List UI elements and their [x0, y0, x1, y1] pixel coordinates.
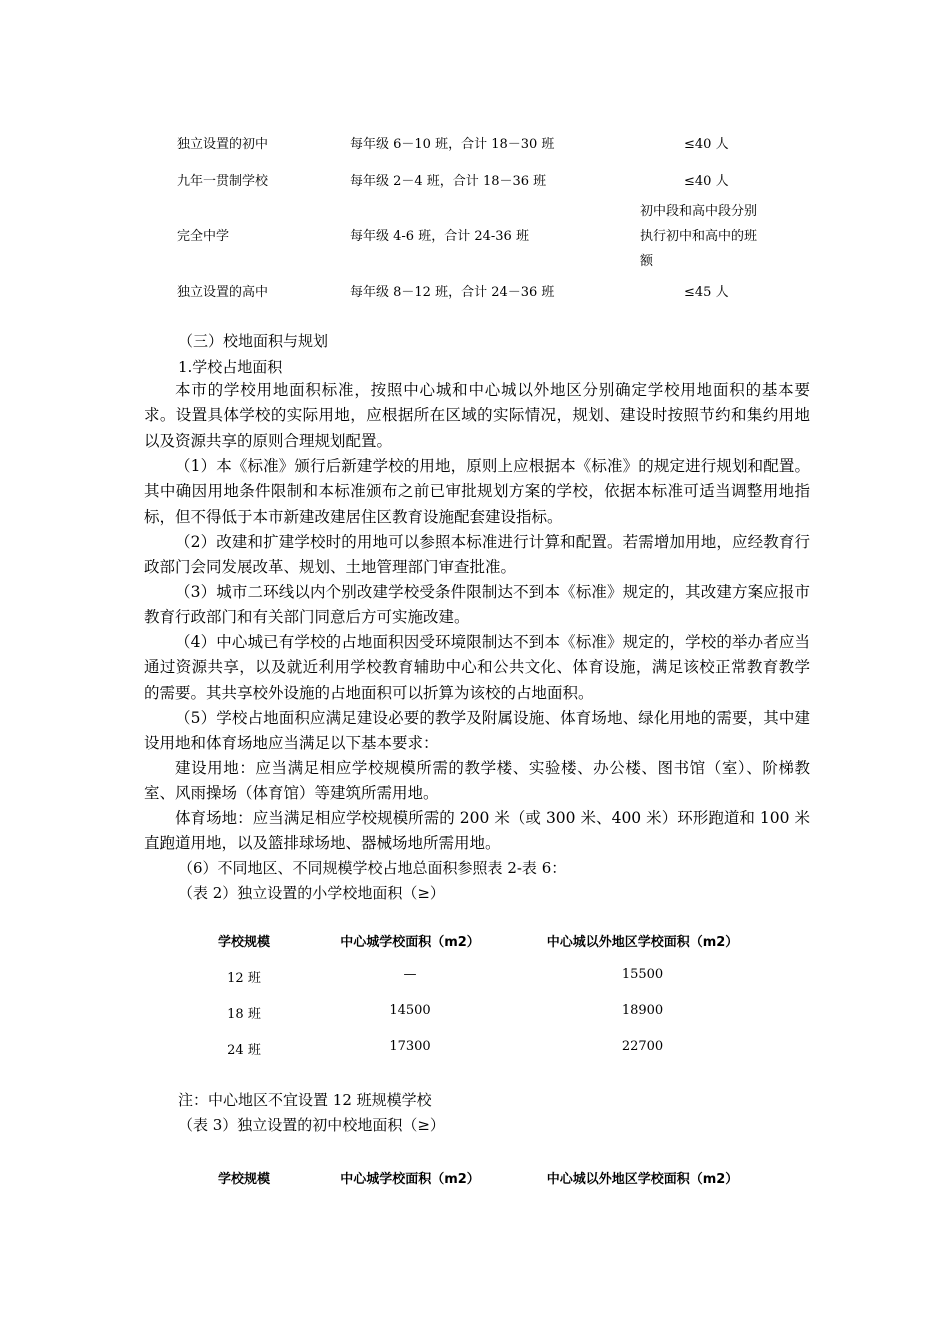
table-cell: 18900	[621, 1003, 664, 1018]
table-cell: ≤40 人	[684, 174, 729, 189]
table-cell: 每年级 4-6 班，合计 24-36 班	[350, 229, 529, 244]
table-cell: 17300	[389, 1039, 431, 1054]
table-cell: 每年级 6－10 班，合计 18－30 班	[350, 137, 555, 152]
table-caption: （表 3）独立设置的初中校地面积（≥）	[178, 1116, 445, 1134]
table-cell: 15500	[621, 967, 664, 982]
table-cell: 九年一贯制学校	[177, 174, 269, 189]
table-cell: 执行初中和高中的班	[640, 229, 758, 244]
table-caption: （表 2）独立设置的小学校地面积（≥）	[178, 884, 445, 902]
table-cell: 初中段和高中段分别	[640, 204, 758, 219]
table-header: 中心城学校面积（m2）	[340, 1172, 480, 1187]
paragraph: （4）中心城已有学校的占地面积因受环境限制达不到本《标准》规定的，学校的举办者应当通过资源共享，以及就近利用学校教育辅助中心和公共文化、体育设施，满足该校正常教育教学的需要。其共享校外设施的占地面积可以折算为该校的占地面积。	[144, 633, 810, 702]
table-cell: 14500	[389, 1003, 431, 1018]
section-title: （三）校地面积与规划	[178, 332, 329, 350]
paragraph: 本市的学校用地面积标准，按照中心城和中心城以外地区分别确定学校用地面积的基本要求。设置具体学校的实际用地，应根据所在区域的实际情况，规划、建设时按照节约和集约用地以及资源共享的原则合理规划配置。	[144, 381, 810, 450]
table-cell: ≤45 人	[684, 285, 729, 300]
table-cell: 每年级 8－12 班，合计 24－36 班	[350, 285, 555, 300]
table-cell: —	[403, 967, 417, 982]
table-header: 中心城以外地区学校面积（m2）	[546, 935, 739, 950]
table-header: 中心城以外地区学校面积（m2）	[546, 1172, 739, 1187]
table-cell: ≤40 人	[684, 137, 729, 152]
paragraph: 建设用地：应当满足相应学校规模所需的教学楼、实验楼、办公楼、图书馆（室）、阶梯教室、风雨操场（体育馆）等建筑所需用地。	[144, 759, 810, 803]
table-header: 学校规模	[217, 1172, 270, 1187]
table-cell: 完全中学	[177, 229, 230, 244]
table-cell: 12 班	[227, 971, 261, 986]
table-cell: 独立设置的初中	[177, 137, 269, 152]
table-header: 学校规模	[217, 935, 270, 950]
paragraph: （1）本《标准》颁行后新建学校的用地，原则上应根据本《标准》的规定进行规划和配置。其中确因用地条件限制和本标准颁布之前已审批规划方案的学校，依据本标准可适当调整用地指标，但不得低于本市新建改建居住区教育设施配套建设指标。	[144, 457, 810, 526]
paragraph: （6）不同地区、不同规模学校占地总面积参照表 2-表 6：	[178, 859, 567, 877]
table-note: 注：中心地区不宜设置 12 班规模学校	[178, 1091, 432, 1109]
paragraph: （2）改建和扩建学校时的用地可以参照本标准进行计算和配置。若需增加用地，应经教育行政部门会同发展改革、规划、土地管理部门审查批准。	[144, 533, 810, 577]
paragraph: （3）城市二环线以内个别改建学校受条件限制达不到本《标准》规定的，其改建方案应报市教育行政部门和有关部门同意后方可实施改建。	[144, 583, 810, 627]
table-cell: 18 班	[227, 1007, 261, 1022]
table-header: 中心城学校面积（m2）	[340, 935, 480, 950]
table-cell: 每年级 2－4 班，合计 18－36 班	[350, 174, 547, 189]
table-cell: 24 班	[227, 1043, 261, 1058]
sub-title: 1.学校占地面积	[178, 358, 283, 376]
paragraph: 体育场地：应当满足相应学校规模所需的 200 米（或 300 米、400 米）环形跑道和 100 米直跑道用地，以及篮排球场地、器械场地所需用地。	[144, 809, 810, 853]
table-cell: 22700	[621, 1039, 664, 1054]
paragraph: （5）学校占地面积应满足建设必要的教学及附属设施、体育场地、绿化用地的需要，其中建设用地和体育场地应当满足以下基本要求：	[144, 709, 810, 753]
table-cell: 独立设置的高中	[177, 285, 269, 300]
table-cell: 额	[640, 254, 654, 269]
